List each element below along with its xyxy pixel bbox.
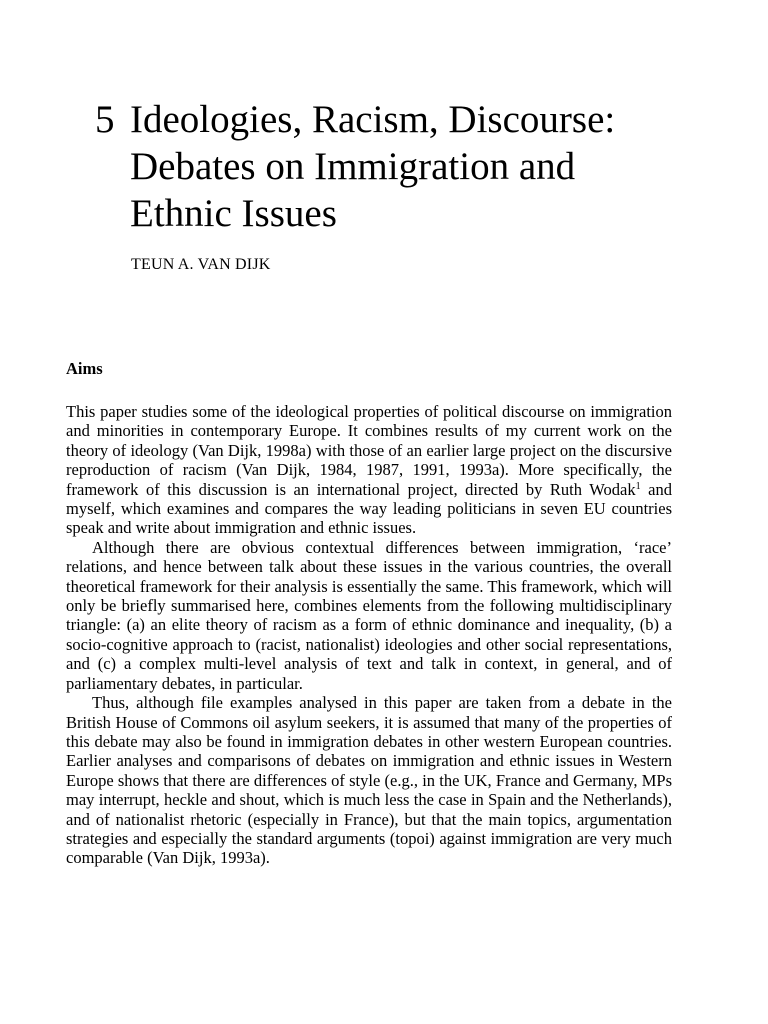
chapter-title-line: Ethnic Issues <box>130 192 337 235</box>
section-heading: Aims <box>66 359 103 378</box>
paragraph-text: This paper studies some of the ideological properties of political discourse on immigration and minorities in contemporary Europe. It combines results of my current work on the theory of ideology (Van Dijk, 1998a) with those of an earlier large project on the discursive reproduction of racism (Van Dijk, 1984, 1987, 1991, 1993a). More specifically, the framework of this discussion is an international project, directed by Ruth Wodak <box>66 402 672 499</box>
paragraph <box>66 402 672 538</box>
chapter-number: 5 <box>95 98 115 141</box>
chapter-title-line: Debates on Immigration and <box>130 145 576 188</box>
body-text <box>66 402 672 868</box>
paragraph: Thus, although file examples analysed in this paper are taken from a debate in the British House of Commons oil asylum seekers, it is assumed that many of the properties of this debate may also be found in immigration debates in other western European countries. Earlier analyses and comparisons of debates on immigration and ethnic issues in Western Europe shows that there are differences of style (e.g., in the UK, France and Germany, MPs may interrupt, heckle and shout, which is much less the case in Spain and the Netherlands), and of nationalist rhetoric (especially in France), but that the main topics, argumentation strategies and especially the standard arguments (topoi) against immigration are very much comparable (Van Dijk, 1993a). <box>66 693 672 868</box>
author-name: TEUN A. VAN DIJK <box>131 256 271 273</box>
chapter-title <box>130 96 730 237</box>
paragraph: Although there are obvious contextual differences between immigration, ‘race’ relations, and hence between talk about these issues in the various countries, the overall theoretical framework for their analysis is essentially the same. This framework, which will only be briefly summarised here, combines elements from the following multidisciplinary triangle: (a) an elite theory of racism as a form of ethnic dominance and inequality, (b) a socio-cognitive approach to (racist, nationalist) ideologies and other social representations, and (c) a complex multi-level analysis of text and talk in context, in general, and of parliamentary debates, in particular. <box>66 537 672 693</box>
chapter-title-line: Ideologies, Racism, Discourse: <box>130 98 616 141</box>
footnote-marker[interactable]: 1 <box>635 480 641 492</box>
paragraph-text: and myself, which examines and compares the way leading politicians in seven EU countries speak and write about immigration and ethnic issues. <box>66 479 672 538</box>
